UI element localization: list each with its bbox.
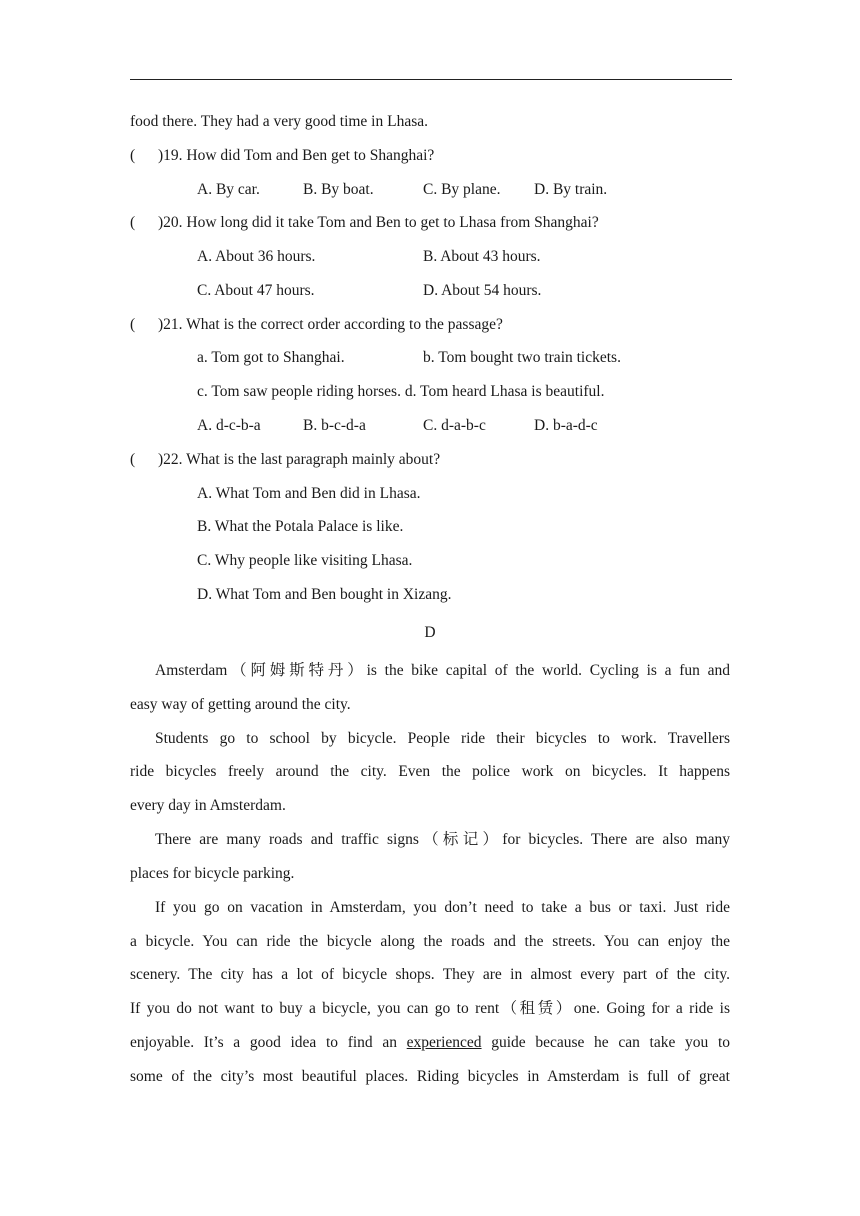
underlined-word: experienced [406, 1034, 482, 1051]
option-a: A. By car. [197, 181, 260, 198]
option-c: C. Why people like visiting Lhasa. [197, 552, 413, 569]
question-stem: )19. How did Tom and Ben get to Shanghai? [158, 147, 435, 164]
passage-line: If you go on vacation in Amsterdam, you don’t need to take a bus or taxi. Just ride [155, 899, 730, 916]
answer-blank[interactable]: ( [130, 316, 136, 333]
option-d: D. b-a-d-c [534, 417, 598, 434]
passage-line: Students go to school by bicycle. People ride their bicycles to work. Travellers [155, 730, 730, 747]
passage-line: a bicycle. You can ride the bicycle along the roads and the streets. You can enjoy the [130, 933, 730, 950]
option-a: A. What Tom and Ben did in Lhasa. [197, 485, 421, 502]
passage-text: guide because he can take you to [481, 1034, 730, 1051]
option-b: B. b-c-d-a [303, 417, 366, 434]
event-a: a. Tom got to Shanghai. [197, 349, 345, 366]
option-b: B. What the Potala Palace is like. [197, 518, 404, 535]
passage-line: scenery. The city has a lot of bicycle shops. They are in almost every part of the city. [130, 966, 730, 983]
passage-line: If you do not want to buy a bicycle, you can go to rent（租赁）one. Going for a ride is [130, 1000, 730, 1017]
option-b: B. About 43 hours. [423, 248, 541, 265]
answer-blank[interactable]: ( [130, 451, 136, 468]
passage-line: There are many roads and traffic signs（标记）for bicycles. There are also many [155, 831, 730, 848]
passage-line: places for bicycle parking. [130, 865, 295, 882]
option-d: D. About 54 hours. [423, 282, 542, 299]
continuation-line: food there. They had a very good time in Lhasa. [130, 113, 428, 130]
passage-line: easy way of getting around the city. [130, 696, 351, 713]
option-c: C. By plane. [423, 181, 501, 198]
answer-blank[interactable]: ( [130, 147, 136, 164]
option-d: D. By train. [534, 181, 608, 198]
question-20 [130, 213, 599, 233]
event-b: b. Tom bought two train tickets. [423, 349, 621, 366]
option-d: D. What Tom and Ben bought in Xizang. [197, 586, 452, 603]
passage-line: ride bicycles freely around the city. Even the police work on bicycles. It happens [130, 763, 730, 780]
question-19 [130, 146, 434, 166]
option-c: C. About 47 hours. [197, 282, 315, 299]
header-rule [130, 79, 732, 80]
option-b: B. By boat. [303, 181, 374, 198]
question-stem: )20. How long did it take Tom and Ben to get to Lhasa from Shanghai? [158, 214, 599, 231]
question-22 [130, 450, 440, 470]
option-a: A. d-c-b-a [197, 417, 261, 434]
question-stem: )22. What is the last paragraph mainly about? [158, 451, 441, 468]
passage-line [130, 1033, 730, 1053]
question-stem: )21. What is the correct order according to the passage? [158, 316, 503, 333]
option-c: C. d-a-b-c [423, 417, 486, 434]
passage-line: every day in Amsterdam. [130, 797, 286, 814]
section-title: D [424, 624, 436, 641]
passage-line: Amsterdam（阿姆斯特丹）is the bike capital of the world. Cycling is a fun and [155, 662, 730, 679]
answer-blank[interactable]: ( [130, 214, 136, 231]
passage-line: some of the city’s most beautiful places. Riding bicycles in Amsterdam is full of great [130, 1068, 730, 1085]
event-c-d: c. Tom saw people riding horses. d. Tom heard Lhasa is beautiful. [197, 383, 605, 400]
passage-text: enjoyable. It’s a good idea to find an [130, 1034, 407, 1051]
option-a: A. About 36 hours. [197, 248, 316, 265]
question-21 [130, 315, 503, 335]
